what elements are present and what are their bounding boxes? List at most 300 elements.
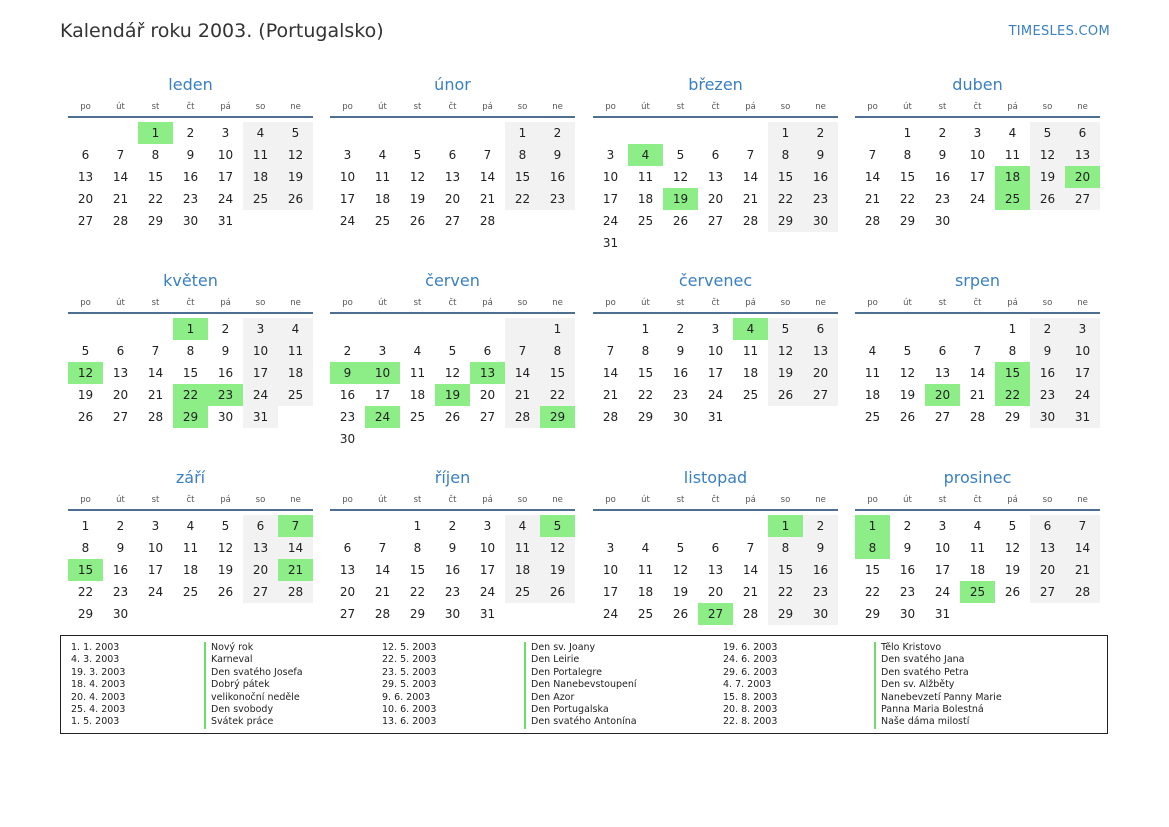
day-cell: 27 [444,214,461,228]
day-cell: 1 [641,322,650,336]
day-cell: 26 [77,410,94,424]
day-cell: 8 [413,541,422,555]
day-cell: 6 [711,541,720,555]
day-cell: 3 [483,519,492,533]
day-cell: 28 [112,214,129,228]
day-cell: 27 [707,214,724,228]
holiday-day: 21 [278,559,313,581]
day-cell: 20 [707,585,724,599]
day-grid [68,122,313,232]
holiday-day: 8 [855,537,890,559]
day-cell: 7 [505,340,540,362]
day-cell: 3 [606,541,615,555]
day-cell: 30 [934,214,951,228]
day-cell: 14 [602,366,619,380]
weekday-label: ne [815,298,826,308]
day-grid [68,318,313,428]
day-cell: 23 [1030,384,1065,406]
weekday-header [68,491,313,511]
weekday-label: ne [815,102,826,112]
day-cell: 9 [903,541,912,555]
day-grid [593,515,838,625]
day-cell: 7 [151,344,160,358]
day-cell: 28 [864,214,881,228]
day-cell: 25 [243,188,278,210]
weekday-label: st [413,102,422,112]
weekday-label: pá [482,495,493,505]
day-cell: 24 [934,585,951,599]
day-cell: 16 [444,563,461,577]
day-cell: 2 [903,519,912,533]
weekday-label: po [80,495,91,505]
legend-holiday-name: velikonoční neděle [211,691,300,703]
day-cell: 24 [602,214,619,228]
empty-cell [330,515,365,537]
day-cell: 14 [112,170,129,184]
legend-date: 24. 6. 2003 [723,654,778,666]
day-cell: 9 [540,144,575,166]
day-cell: 10 [147,541,164,555]
weekday-label: po [342,495,353,505]
day-cell: 27 [77,214,94,228]
day-cell: 22 [768,581,803,603]
weekday-label: so [255,495,266,505]
holiday-day: 13 [470,362,505,384]
holiday-day: 15 [68,559,103,581]
weekday-label: po [867,298,878,308]
day-cell: 23 [672,388,689,402]
day-cell: 10 [243,340,278,362]
holiday-day: 9 [330,362,365,384]
day-cell: 23 [540,188,575,210]
holiday-day: 1 [768,515,803,537]
day-cell: 31 [479,607,496,621]
legend-date: 13. 6. 2003 [382,716,437,728]
weekday-label: so [517,495,528,505]
weekday-label: pá [745,298,756,308]
month-červen [330,269,575,450]
day-cell: 2 [186,126,195,140]
day-cell: 16 [540,166,575,188]
day-cell: 30 [444,607,461,621]
legend-holiday-name: Den svatého Josefa [211,666,303,678]
empty-cell [663,122,698,144]
day-cell: 18 [409,388,426,402]
day-cell: 3 [711,322,720,336]
legend-date: 25. 4. 2003 [71,704,126,716]
day-cell: 29 [768,210,803,232]
day-cell: 8 [903,148,912,162]
day-cell: 14 [742,170,759,184]
day-cell: 28 [1065,581,1100,603]
day-cell: 7 [116,148,125,162]
day-cell: 17 [374,388,391,402]
legend-date: 23. 5. 2003 [382,666,437,678]
empty-cell [593,122,628,144]
day-cell: 2 [116,519,125,533]
day-cell: 5 [903,344,912,358]
day-cell: 11 [742,344,759,358]
weekday-label: so [517,102,528,112]
day-cell: 3 [973,126,982,140]
day-cell: 21 [479,192,496,206]
empty-cell [890,318,925,340]
day-cell: 26 [444,410,461,424]
empty-cell [960,318,995,340]
month-name: srpen [954,271,1001,290]
holiday-day: 27 [698,603,733,625]
weekday-label: čt [711,298,720,308]
day-cell: 4 [505,515,540,537]
legend-date: 20. 8. 2003 [723,704,778,716]
weekday-header [593,98,838,118]
legend-date: 29. 6. 2003 [723,666,778,678]
day-cell: 29 [899,214,916,228]
weekday-label: pá [1007,298,1018,308]
day-cell: 13 [243,537,278,559]
day-cell: 25 [182,585,199,599]
day-cell: 28 [374,607,391,621]
day-cell: 18 [243,166,278,188]
day-cell: 30 [217,410,234,424]
day-cell: 2 [221,322,230,336]
weekday-label: ne [1077,298,1088,308]
day-cell: 8 [505,144,540,166]
day-cell: 10 [602,563,619,577]
day-cell: 22 [77,585,94,599]
day-grid [68,515,313,625]
empty-cell [103,318,138,340]
day-cell: 14 [742,563,759,577]
day-cell: 16 [803,166,838,188]
day-cell: 15 [505,166,540,188]
day-cell: 4 [186,519,195,533]
day-cell: 9 [448,541,457,555]
day-cell: 23 [899,585,916,599]
legend-holiday-name: Nanebevzetí Panny Marie [881,691,1002,703]
day-cell: 3 [221,126,230,140]
weekday-label: pá [482,102,493,112]
day-cell: 16 [934,170,951,184]
day-cell: 17 [147,563,164,577]
day-cell: 12 [278,144,313,166]
weekday-label: so [517,298,528,308]
day-cell: 11 [637,563,654,577]
day-cell: 8 [768,144,803,166]
weekday-label: čt [448,298,457,308]
day-cell: 26 [278,188,313,210]
weekday-header [330,294,575,314]
legend-dates [71,642,201,729]
month-name: červenec [678,271,753,290]
day-cell: 10 [707,344,724,358]
weekday-label: st [151,298,160,308]
day-cell: 20 [707,192,724,206]
legend-date: 19. 6. 2003 [723,642,778,653]
day-cell: 1 [413,519,422,533]
weekday-label: ne [290,495,301,505]
day-cell: 25 [278,384,313,406]
weekday-label: so [1042,495,1053,505]
day-cell: 30 [1030,406,1065,428]
day-grid [593,318,838,428]
day-cell: 2 [448,519,457,533]
month-name: únor [434,75,471,94]
day-cell: 9 [186,148,195,162]
day-cell: 19 [409,192,426,206]
weekday-label: po [605,102,616,112]
day-cell: 23 [339,410,356,424]
day-cell: 29 [768,603,803,625]
day-cell: 13 [1030,537,1065,559]
day-cell: 11 [505,537,540,559]
day-cell: 22 [864,585,881,599]
day-cell: 5 [768,318,803,340]
day-cell: 6 [938,344,947,358]
day-cell: 26 [672,214,689,228]
day-grid [855,318,1100,428]
day-cell: 1 [1008,322,1017,336]
day-cell: 18 [505,559,540,581]
day-cell: 18 [374,192,391,206]
empty-cell [400,122,435,144]
empty-cell [663,515,698,537]
weekday-label: út [903,298,912,308]
day-cell: 1 [505,122,540,144]
day-cell: 28 [602,410,619,424]
day-cell: 18 [637,585,654,599]
holiday-day: 22 [995,384,1030,406]
day-cell: 21 [969,388,986,402]
legend-holiday-name: Den Portalegre [531,666,602,678]
day-cell: 11 [864,366,881,380]
day-cell: 18 [182,563,199,577]
day-cell: 4 [973,519,982,533]
day-grid [855,515,1100,625]
day-cell: 5 [221,519,230,533]
day-cell: 14 [374,563,391,577]
day-cell: 24 [147,585,164,599]
day-cell: 22 [409,585,426,599]
day-cell: 31 [243,406,278,428]
weekday-label: čt [973,102,982,112]
site-link[interactable]: TIMESLES.COM [1008,24,1110,39]
weekday-header [68,98,313,118]
day-cell: 6 [803,318,838,340]
day-cell: 17 [707,366,724,380]
weekday-label: pá [220,102,231,112]
empty-cell [330,122,365,144]
weekday-header [330,98,575,118]
day-cell: 31 [707,410,724,424]
day-cell: 20 [1030,559,1065,581]
day-cell: 7 [378,541,387,555]
day-cell: 1 [81,519,90,533]
weekday-label: ne [1077,495,1088,505]
day-cell: 18 [969,563,986,577]
day-cell: 26 [672,607,689,621]
day-cell: 26 [1004,585,1021,599]
weekday-label: út [116,495,125,505]
day-cell: 4 [413,344,422,358]
day-cell: 12 [672,563,689,577]
day-cell: 21 [742,192,759,206]
day-cell: 20 [803,362,838,384]
holiday-day: 1 [138,122,173,144]
day-cell: 8 [1008,344,1017,358]
weekday-label: po [342,298,353,308]
day-cell: 3 [1065,318,1100,340]
weekday-label: so [780,495,791,505]
weekday-label: po [605,495,616,505]
month-name: březen [688,75,743,94]
weekday-header [855,98,1100,118]
weekday-label: út [116,298,125,308]
day-cell: 23 [112,585,129,599]
empty-cell [733,515,768,537]
weekday-label: pá [482,298,493,308]
day-cell: 3 [343,148,352,162]
day-cell: 13 [1065,144,1100,166]
day-cell: 23 [803,581,838,603]
weekday-label: st [938,298,947,308]
day-cell: 7 [973,344,982,358]
month-prosinec [855,466,1100,625]
day-cell: 18 [742,366,759,380]
weekday-label: pá [745,495,756,505]
day-grid [855,122,1100,232]
holiday-day: 19 [435,384,470,406]
day-cell: 28 [278,581,313,603]
weekday-label: čt [186,298,195,308]
day-cell: 11 [969,541,986,555]
day-cell: 17 [243,362,278,384]
day-cell: 16 [899,563,916,577]
empty-cell [855,122,890,144]
day-cell: 1 [768,122,803,144]
day-cell: 14 [969,366,986,380]
weekday-label: ne [290,298,301,308]
day-cell: 7 [483,148,492,162]
empty-cell [470,318,505,340]
day-cell: 27 [243,581,278,603]
day-cell: 13 [339,563,356,577]
day-cell: 24 [339,214,356,228]
legend-holiday-name: Den svatého Jana [881,654,965,666]
holiday-day: 1 [855,515,890,537]
day-cell: 28 [147,410,164,424]
day-cell: 30 [803,210,838,232]
weekday-label: pá [1007,495,1018,505]
day-cell: 4 [641,541,650,555]
day-cell: 12 [217,541,234,555]
day-cell: 17 [479,563,496,577]
holiday-day: 18 [995,166,1030,188]
weekday-label: út [378,298,387,308]
day-cell: 8 [540,340,575,362]
day-cell: 2 [676,322,685,336]
day-cell: 3 [378,344,387,358]
day-cell: 24 [969,192,986,206]
day-cell: 12 [444,366,461,380]
day-cell: 19 [217,563,234,577]
holiday-day: 4 [733,318,768,340]
legend-holiday-name: Den sv. Joany [531,642,596,653]
weekday-label: st [676,298,685,308]
weekday-label: po [342,102,353,112]
day-cell: 8 [641,344,650,358]
day-cell: 13 [444,170,461,184]
day-cell: 10 [339,170,356,184]
legend-holiday-name: Svátek práce [211,716,274,728]
day-cell: 20 [339,585,356,599]
day-cell: 22 [505,188,540,210]
weekday-label: so [255,298,266,308]
day-cell: 24 [217,192,234,206]
weekday-label: ne [552,102,563,112]
day-cell: 13 [803,340,838,362]
day-cell: 15 [409,563,426,577]
legend-date: 9. 6. 2003 [382,691,431,703]
day-cell: 5 [81,344,90,358]
holiday-legend [60,635,1108,734]
empty-cell [470,122,505,144]
day-cell: 1 [540,318,575,340]
day-cell: 6 [116,344,125,358]
day-cell: 20 [77,192,94,206]
day-cell: 9 [938,148,947,162]
day-cell: 15 [768,166,803,188]
legend-date: 19. 3. 2003 [71,666,126,678]
day-cell: 22 [540,384,575,406]
day-cell: 17 [934,563,951,577]
day-cell: 5 [278,122,313,144]
day-cell: 22 [147,192,164,206]
day-cell: 15 [147,170,164,184]
month-name: duben [952,75,1003,94]
day-cell: 27 [1030,581,1065,603]
legend-date: 22. 8. 2003 [723,716,778,728]
day-cell: 19 [77,388,94,402]
day-cell: 22 [899,192,916,206]
empty-cell [593,318,628,340]
day-cell: 5 [448,344,457,358]
day-cell: 24 [1065,384,1100,406]
legend-holiday-name: Den Portugalska [531,704,609,716]
day-cell: 26 [540,581,575,603]
legend-holiday-name: Den svobody [211,704,274,716]
holiday-day: 7 [278,515,313,537]
day-cell: 11 [637,170,654,184]
holiday-day: 5 [540,515,575,537]
empty-cell [855,318,890,340]
legend-date: 12. 5. 2003 [382,642,437,653]
month-name: září [175,468,206,487]
legend-date: 1. 5. 2003 [71,716,120,728]
empty-cell [365,515,400,537]
month-listopad [593,466,838,625]
empty-cell [103,122,138,144]
day-cell: 20 [479,388,496,402]
day-cell: 27 [1065,188,1100,210]
day-cell: 17 [217,170,234,184]
weekday-label: po [80,102,91,112]
day-cell: 23 [803,188,838,210]
day-cell: 9 [116,541,125,555]
weekday-label: pá [220,495,231,505]
legend-date: 10. 6. 2003 [382,704,437,716]
day-cell: 16 [1030,362,1065,384]
